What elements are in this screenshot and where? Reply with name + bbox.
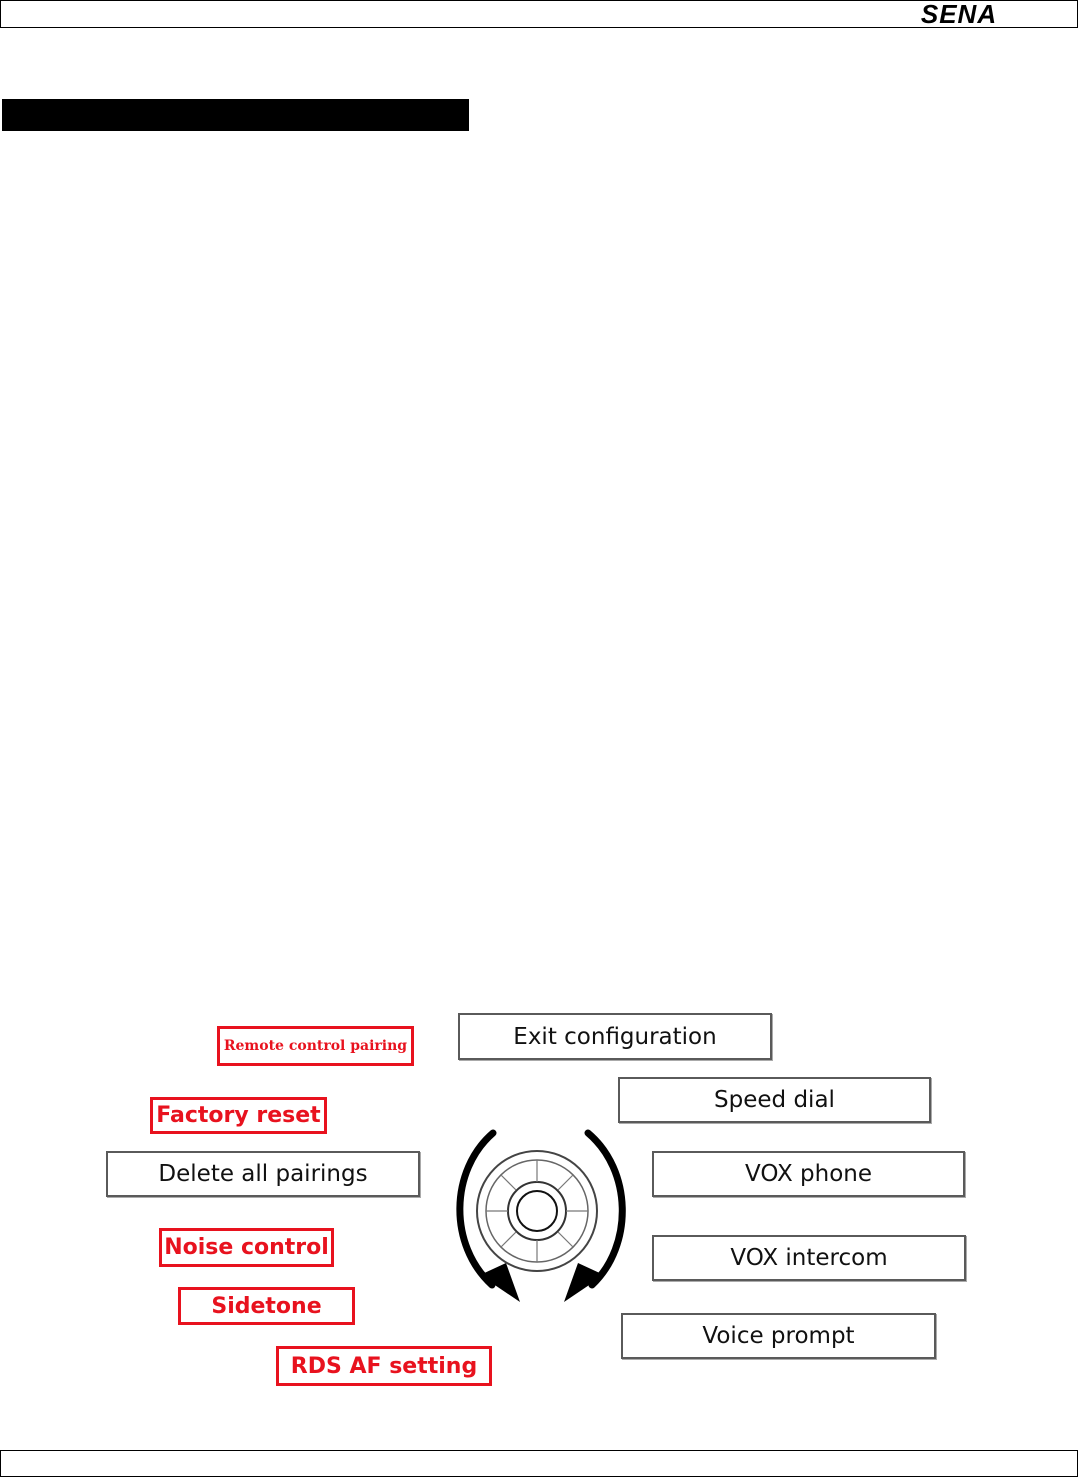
delete-all-pairings-label: Delete all pairings xyxy=(106,1151,420,1197)
noise-control-label: Noise control xyxy=(159,1228,334,1267)
vox-phone-label: VOX phone xyxy=(652,1151,965,1197)
jog-dial-icon xyxy=(477,1151,597,1271)
jog-dial-diagram xyxy=(440,1125,640,1305)
sena-logo xyxy=(897,1,1021,26)
exit-configuration-label: Exit configuration xyxy=(458,1013,772,1060)
sidetone-label: Sidetone xyxy=(178,1287,355,1325)
vox-intercom-label: VOX intercom xyxy=(652,1235,966,1281)
section-heading-bar xyxy=(2,99,469,131)
counterclockwise-arrow-icon xyxy=(460,1133,520,1302)
speed-dial-label: Speed dial xyxy=(618,1077,931,1123)
voice-prompt-label: Voice prompt xyxy=(621,1313,936,1359)
factory-reset-label: Factory reset xyxy=(150,1097,327,1134)
rds-af-setting-label: RDS AF setting xyxy=(276,1346,492,1386)
svg-text:SENA: SENA xyxy=(920,1,998,26)
remote-control-pairing-label: Remote control pairing xyxy=(217,1026,414,1066)
clockwise-arrow-icon xyxy=(564,1133,622,1302)
page-footer xyxy=(0,1450,1078,1477)
